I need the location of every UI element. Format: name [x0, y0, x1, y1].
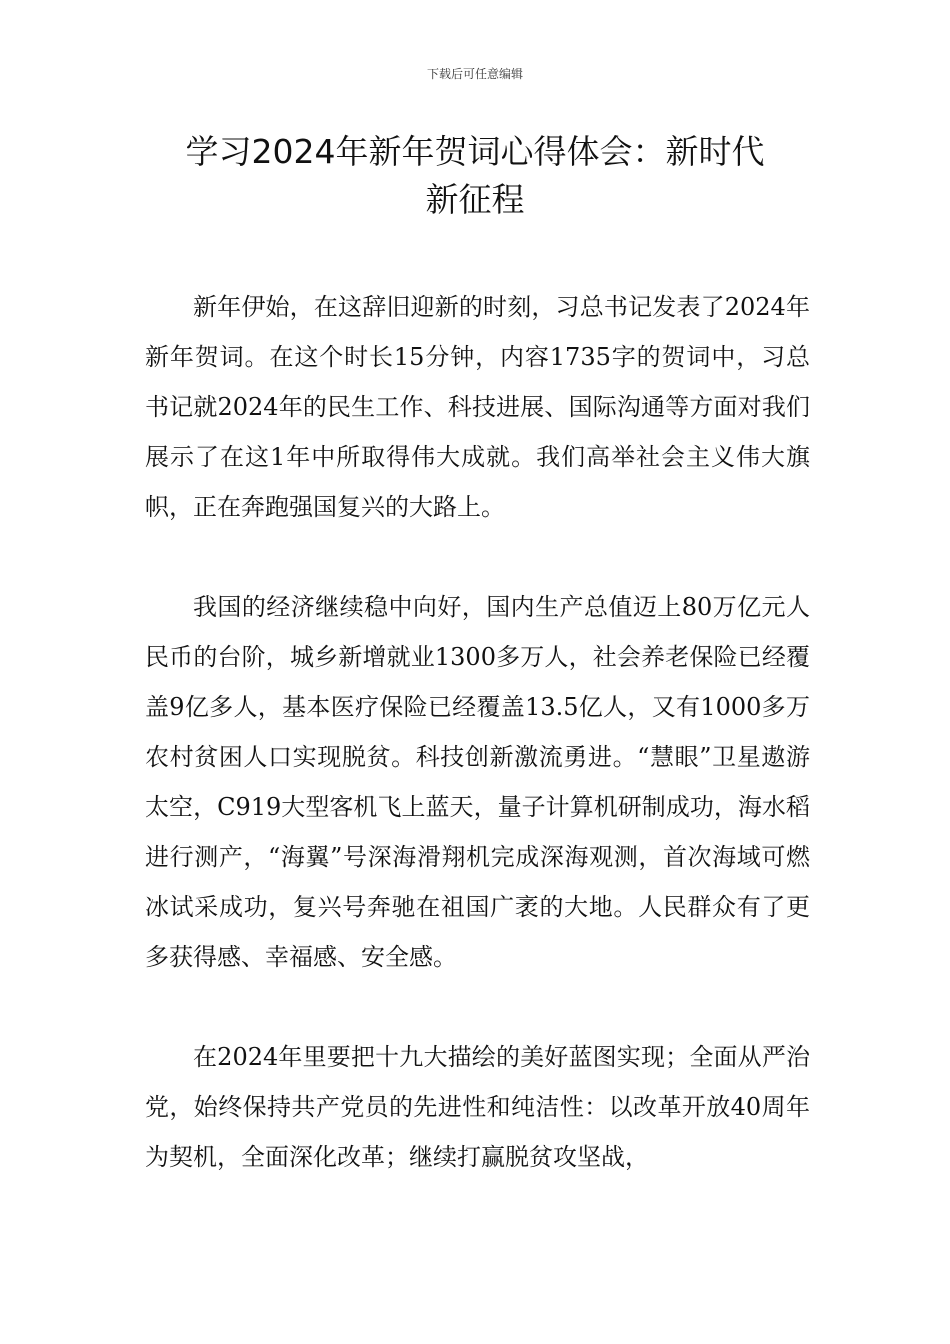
title-line-1: 学习2024年新年贺词心得体会：新时代	[185, 132, 765, 171]
header-note: 下载后可任意编辑	[426, 67, 523, 81]
document-title	[140, 128, 810, 224]
paragraph-3: 在2024年里要把十九大描绘的美好蓝图实现；全面从严治党，始终保持共产党员的先进性和纯洁性：以改革开放40周年为契机，全面深化改革；继续打赢脱贫攻坚战，	[145, 1043, 810, 1171]
paragraph-2: 我国的经济继续稳中向好，国内生产总值迈上80万亿元人民币的台阶，城乡新增就业1300多万人，社会养老保险已经覆盖9亿多人，基本医疗保险已经覆盖13.5亿人，又有1000多万农村贫困人口实现脱贫。科技创新激流勇进。“慧眼”卫星遨游太空，C919大型客机飞上蓝天，量子计算机研制成功，海水稻进行测产，“海翼”号深海滑翔机完成深海观测，首次海域可燃冰试采成功，复兴号奔驰在祖国广袤的大地。人民群众有了更多获得感、幸福感、安全感。	[145, 593, 810, 971]
document-body	[145, 282, 810, 1232]
title-line-2: 新征程	[425, 180, 525, 219]
paragraph-1: 新年伊始，在这辞旧迎新的时刻，习总书记发表了2024年新年贺词。在这个时长15分钟，内容1735字的贺词中，习总书记就2024年的民生工作、科技进展、国际沟通等方面对我们展示了在这1年中所取得伟大成就。我们高举社会主义伟大旗帜，正在奔跑强国复兴的大路上。	[145, 293, 810, 521]
